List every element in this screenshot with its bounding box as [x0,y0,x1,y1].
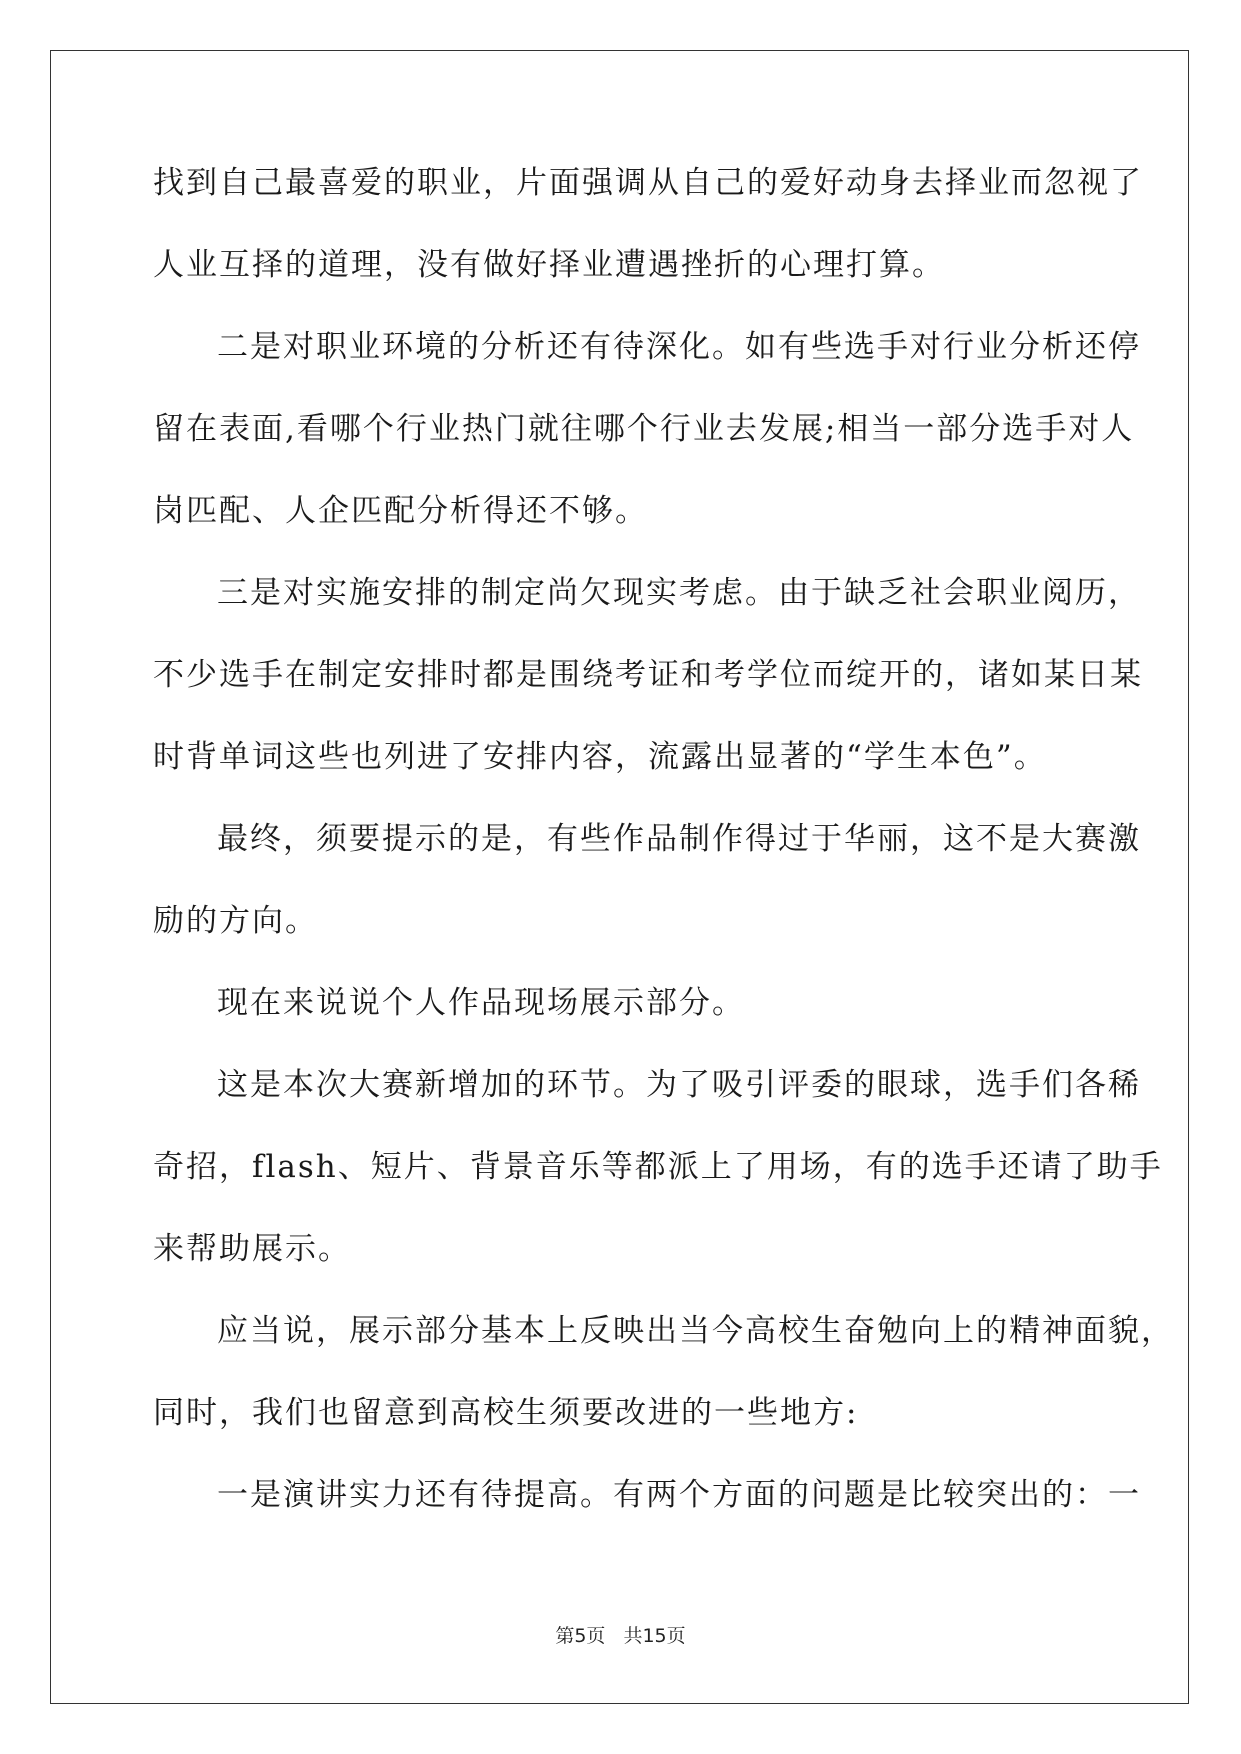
text-line: 找到自己最喜爱的职业，片面强调从自己的爱好动身去择业而忽视了 [153,165,1143,201]
text-line: 同时，我们也留意到高校生须要改进的一些地方: [153,1395,859,1431]
text-line: 这是本次大赛新增加的环节。为了吸引评委的眼球，选手们各稀 [217,1067,1141,1103]
text-line: 励的方向。 [153,903,318,939]
text-line: 奇招，flash、短片、背景音乐等都派上了用场，有的选手还请了助手 [153,1149,1163,1185]
text-line: 不少选手在制定安排时都是围绕考证和考学位而绽开的，诸如某日某 [153,657,1143,693]
page-number: 第5页 共15页 [555,1625,686,1647]
text-line: 三是对实施安排的制定尚欠现实考虑。由于缺乏社会职业阅历， [217,575,1141,611]
text-line: 现在来说说个人作品现场展示部分。 [217,985,745,1021]
text-line: 二是对职业环境的分析还有待深化。如有些选手对行业分析还停 [217,329,1141,365]
text-line: 时背单词这些也列进了安排内容，流露出显著的“学生本色”。 [153,739,1047,775]
text-line: 人业互择的道理，没有做好择业遭遇挫折的心理打算。 [153,247,945,283]
text-line: 应当说，展示部分基本上反映出当今高校生奋勉向上的精神面貌， [217,1313,1174,1349]
text-line: 留在表面,看哪个行业热门就往哪个行业去发展;相当一部分选手对人 [153,411,1135,447]
text-line: 岗匹配、人企匹配分析得还不够。 [153,493,648,529]
text-line: 最终，须要提示的是，有些作品制作得过于华丽，这不是大赛激 [217,821,1141,857]
text-line: 一是演讲实力还有待提高。有两个方面的问题是比较突出的：一 [217,1477,1141,1513]
text-line: 来帮助展示。 [153,1231,351,1267]
document-body [153,142,1174,1536]
